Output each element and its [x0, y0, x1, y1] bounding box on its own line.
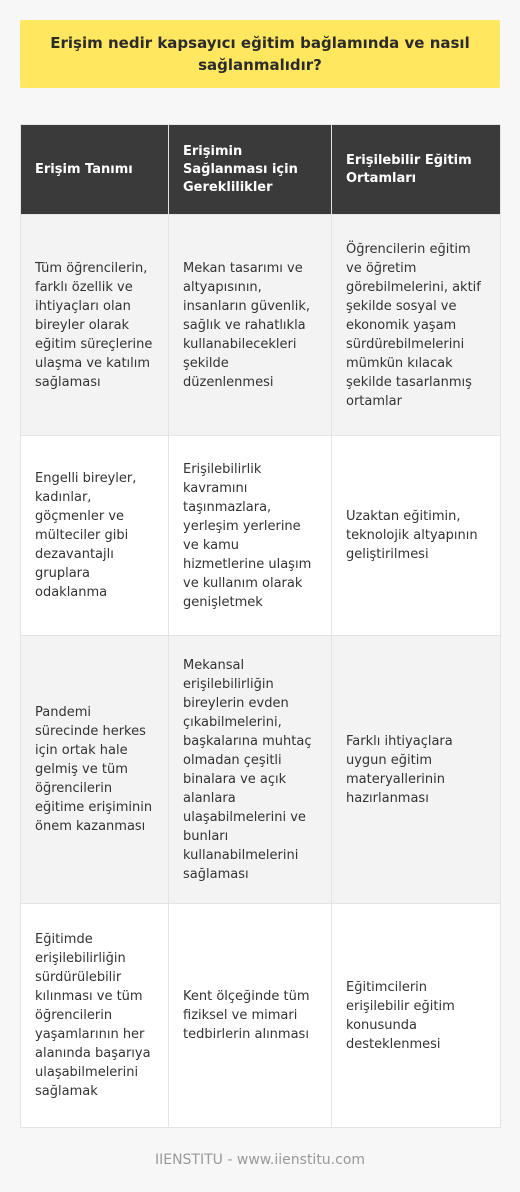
header-cell: Erişilebilir Eğitim Ortamları	[332, 125, 501, 215]
page-title: Erişim nedir kapsayıcı eğitim bağlamında ve nasıl sağlanmalıdır?	[50, 34, 470, 74]
table-row	[21, 215, 501, 436]
table-cell: Mekan tasarımı ve altyapısının, insanların güvenlik, sağlık ve rahatlıkla kullanabilecekleri şekilde düzenlenmesi	[169, 215, 332, 436]
table-cell: Erişilebilirlik kavramını taşınmazlara, yerleşim yerlerine ve kamu hizmetlerine ulaşım ve kullanım olarak genişletmek	[169, 436, 332, 636]
table-cell: Eğitimcilerin erişilebilir eğitim konusunda desteklenmesi	[332, 904, 501, 1128]
table-row	[21, 436, 501, 636]
comparison-table	[20, 124, 501, 1128]
table-cell: Uzaktan eğitimin, teknolojik altyapının geliştirilmesi	[332, 436, 501, 636]
table-cell: Farklı ihtiyaçlara uygun eğitim materyallerinin hazırlanması	[332, 636, 501, 904]
header-cell: Erişimin Sağlanması için Gereklilikler	[169, 125, 332, 215]
header-cell: Erişim Tanımı	[21, 125, 169, 215]
table-cell: Kent ölçeğinde tüm fiziksel ve mimari tedbirlerin alınması	[169, 904, 332, 1128]
table-row	[21, 904, 501, 1128]
footer-credit: IIENSTITU - www.iienstitu.com	[154, 1152, 366, 1168]
table-cell: Eğitimde erişilebilirliğin sürdürülebilir kılınması ve tüm öğrencilerin yaşamlarının her alanında başarıya ulaşabilmelerini sağlamak	[21, 904, 169, 1128]
table-cell: Engelli bireyler, kadınlar, göçmenler ve mülteciler gibi dezavantajlı gruplara odaklanma	[21, 436, 169, 636]
title-banner	[20, 20, 500, 88]
table-cell: Öğrencilerin eğitim ve öğretim görebilmelerini, aktif şekilde sosyal ve ekonomik yaşam sürdürebilmelerini mümkün kılacak şekilde tasarlanmış ortamlar	[332, 215, 501, 436]
table-cell: Mekansal erişilebilirliğin bireylerin evden çıkabilmelerini, başkalarına muhtaç olmadan çeşitli binalara ve açık alanlara ulaşabilmelerini ve bunları kullanabilmelerini sağlaması	[169, 636, 332, 904]
table-cell: Pandemi sürecinde herkes için ortak hale gelmiş ve tüm öğrencilerin eğitime erişiminin önem kazanması	[21, 636, 169, 904]
table-cell: Tüm öğrencilerin, farklı özellik ve ihtiyaçları olan bireyler olarak eğitim süreçlerine ulaşma ve katılım sağlaması	[21, 215, 169, 436]
table-row	[21, 636, 501, 904]
table-header-row	[21, 125, 501, 215]
